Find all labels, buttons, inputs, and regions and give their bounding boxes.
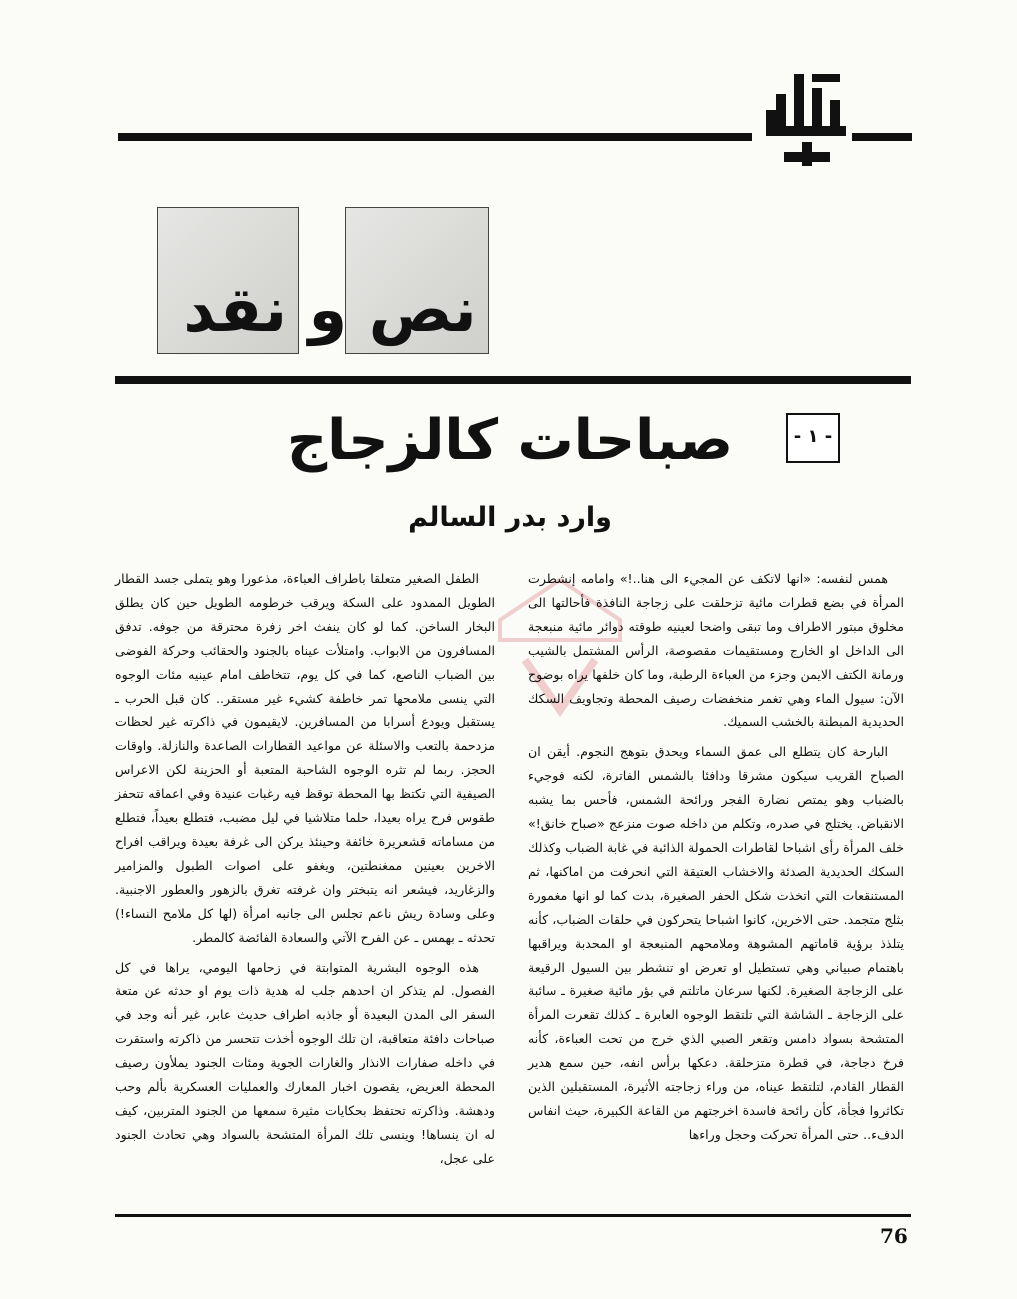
header-rule-left [118, 133, 752, 141]
header-rule-right [852, 133, 912, 141]
article-title: صباحات كالزجاج [286, 408, 734, 473]
section-label: نص و نقد [183, 273, 477, 346]
article-author: وارد بدر السالم [408, 502, 612, 533]
page-number: 76 [880, 1224, 908, 1248]
section-divider [115, 376, 911, 384]
paragraph: همس لنفسه: «انها لاتكف عن المجيء الى هنا..!» وامامه إنشطرت المرأة في بضع قطرات مائية تزحلقت على زجاجة النافذة فأحالتها الى مخلوق مبتور الاطراف وما تبقى واضحا لعينيه طوقته دوائر مائية منبعجة الى الداخل او الخارج ومستقيمات مقصوصة، الرأس المشتمل بالشيب ورمانة الكتف الايمن وجزء من العباءة الرطبة، وما كان خلفها يراه بوضوح الآن: سيول الماء وهي تغمر منخفضات رصيف المحطة وتجاويف السكك الحديدية المبطنة بالخشب السميك. [528, 571, 904, 730]
paragraph: البارحة كان يتطلع الى عمق السماء ويحدق بتوهج النجوم. أيقن ان الصباح القريب سيكون مشرقا ودافئا بالشمس الفاترة، لكنه فوجيء بالضباب وهو يمتص نضارة الفجر ورائحة الشمس، فأحس بما يشبه الانقباض. يختلج في صدره، وتكلم من داخله صوت منزعج «صباح خانق!» خلف المرأة رأى اشباحا لقاطرات الحمولة الذائبة في غابة الضباب وكذلك السكك الحديدية الصدئة والاخشاب العتيقة التي انحرفت من اماكنها، ثم المستنقعات التي اتخذت شكل الحفر الصغيرة، بدت كما لو انها مغمورة بثلج متجمد. حتى الاخرين، كانوا اشباحا يتحركون في حلقات الضباب، كأنه يتلذذ برؤية قاماتهم المشوهة وملامحهم المنبعجة او المحدبة ويراقبها باهتمام صبياني وهي تستطيل او تعرض او تنشطر بين السيول الرقيعة على الزجاجة الصغيرة. لكنها سرعان ماتلتم في بؤر مائية صغيرة ـ سائبة على الزجاجة ـ الشاشة التي تلتقط الوجوه العابرة ـ كذلك تقعرت المرأة المتشحة بسواد دامس وتقعر الصبي الذي خرج من تحت العباءة، كأنه فرخ دجاجة، في قطرة متزحلقة. دعكها برأس انفه، حين سمع هدير القطار القادم، لتلتقط عيناه، من وراء زجاجته الأثيرة، المستقبلين الذين تكاثروا فجأة، كأن رائحة فاسدة اخرجتهم من القاعة الكبيرة، حيث انفاس الدفء.. حتى المرأة تحركت وحجل وراءها [528, 744, 904, 1142]
article-number: - ١ - [786, 413, 840, 463]
article-column-left [115, 567, 495, 1171]
paragraph: هذه الوجوه البشرية المتوابتة في زحامها اليومي، يراها في كل الفصول. لم يتذكر ان احدهم جلب له هدية ذات يوم او حدثه عن متعة السفر الى المدن البعيدة أو جاذبه اطراف حديث عابر، غير أنه وجد في صباحات دافئة متعاقبة، ان تلك الوجوه أخذت تتحسر من ذاكرته واستقرت في داخله صفارات الانذار والغارات الجوية ومئات الجنود يملأون رصيف المحطة العريض، يقصون اخبار المعارك والعمليات العسكرية بألم وحب ودهشة. وذاكرته تحتفظ بحكايات مثيرة سمعها من الجنود المتربين، كيف له ان ينساها! وينسى تلك المرأة المتشحة بالسواد وهي تحادث الجنود على عجل، [115, 959, 495, 1166]
magazine-logo [756, 70, 852, 170]
footer-rule [115, 1214, 911, 1217]
article-column-right [528, 567, 904, 1147]
paragraph: الطفل الصغير متعلقا باطراف العباءة، مذعورا وهو يتملى جسد القطار الطويل الممدود على السكة ويرقب خرطومه الطويل حين كان يطلق البخار الساخن. كما لو كان ينفث اخر زفرة محترقة من جوفه. تدفق المسافرون من الابواب. وامتلأت عيناه بالجنود والحقائب وحركة الفوضى بين الضباب الناصع، كما في كل يوم، تتخاطف امام عينيه مئات الوجوه التي ينسى ملامحها تمر خاطفة كشيء غير مستقر.. كان قبل الحرب ـ يستقبل ويودع أسرابا من المسافرين. لايقيمون في ذاكرته غير لحظات مزدحمة بالتعب والاسئلة عن مواعيد القطارات الصاعدة والنازلة. واوقات الحجز. ربما لم تثره الوجوه الشاحبة المتعبة أو الحزينة لكن الاعراس الصيفية التي تكتظ بها المحطة توقظ فيه رغبات عنيدة وفي اعماقه تتحفز طقوس فرح يراه بعيدا، حلما متلاشيا في ليل مضبب، فتطلع بعيداً، فتطلع من مساماته قشعريرة خائفة وحينئذ يركن الى غرفة بعيدة ويراقب افراح الاخرين بعينين ممغنطتين، ويغفو على اصوات الطبول والمزامير والزغاريد، فيشعر انه يتبختر وان غرفته تغرق بالزهور والعطور الاجنبية. وعلى وسادة ريش ناعم تجلس الى جانبه امرأة (لها كل ملامح النساء!) تحدثه ـ بهمس ـ عن الفرح الآتي والسعادة الفائضة كالمطر. [115, 571, 495, 945]
